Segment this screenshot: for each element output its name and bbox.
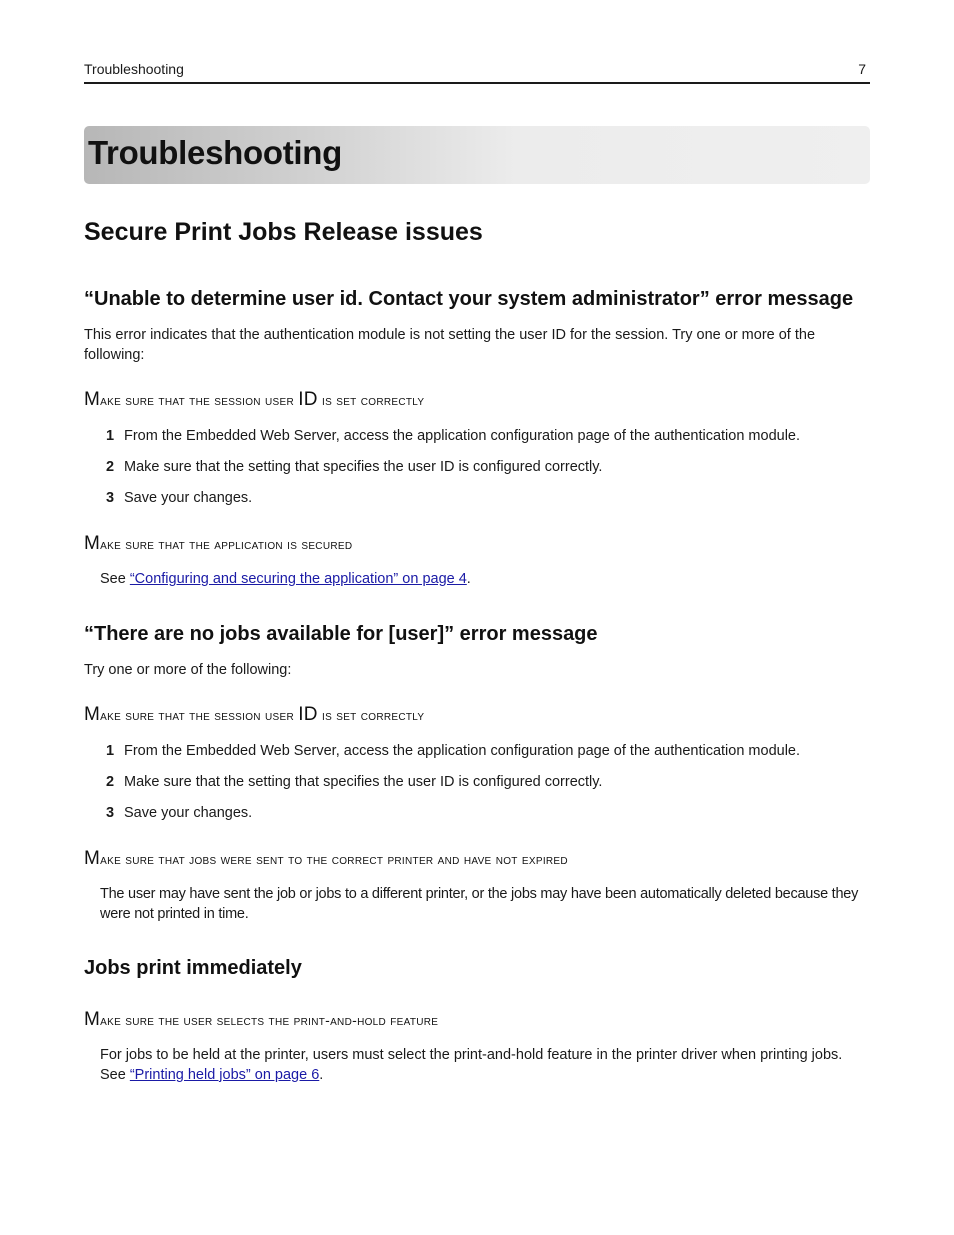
- fix-heading-session-user-id: Make sure that the session user ID is set correctly: [84, 704, 425, 725]
- issue-title-user-id: “Unable to determine user id. Contact your system administrator” error message: [84, 288, 854, 310]
- header-section-name: Troubleshooting: [84, 61, 184, 77]
- fix-body: For jobs to be held at the printer, users must select the print-and-hold feature in the printer driver when printing jobs. See “Printing held jobs” on page 6.: [100, 1047, 843, 1083]
- fix-heading-correct-printer: Make sure that jobs were sent to the correct printer and have not expired: [84, 848, 568, 869]
- configuring-link[interactable]: “Configuring and securing the application” on page 4: [129, 571, 467, 587]
- fix-heading-print-and-hold: Make sure the user selects the print-and-hold feature: [84, 1009, 439, 1030]
- running-header: [84, 60, 870, 84]
- issue-intro: Try one or more of the following:: [84, 662, 292, 678]
- issue-title-jobs-print-immediately: Jobs print immediately: [84, 957, 302, 979]
- see-reference: See “Configuring and securing the application” on page 4.: [100, 571, 471, 587]
- fix-heading-application-secured: Make sure that the application is secured: [84, 533, 353, 554]
- printing-held-jobs-link[interactable]: “Printing held jobs” on page 6: [129, 1067, 320, 1083]
- chapter-banner: [84, 126, 870, 184]
- issue-title-no-jobs: “There are no jobs available for [user]” error message: [84, 623, 598, 645]
- chapter-title: Troubleshooting: [88, 134, 342, 171]
- fix-body: The user may have sent the job or jobs to a different printer, or the jobs may have been automatically deleted because they were not printed in time.: [100, 886, 859, 922]
- page-number: 7: [858, 61, 866, 77]
- fix-heading-session-user-id: Make sure that the session user ID is set correctly: [84, 389, 425, 410]
- issue-intro: This error indicates that the authentication module is not setting the user ID for the session. Try one or more of the following:: [84, 327, 816, 363]
- section-title: Secure Print Jobs Release issues: [84, 218, 483, 246]
